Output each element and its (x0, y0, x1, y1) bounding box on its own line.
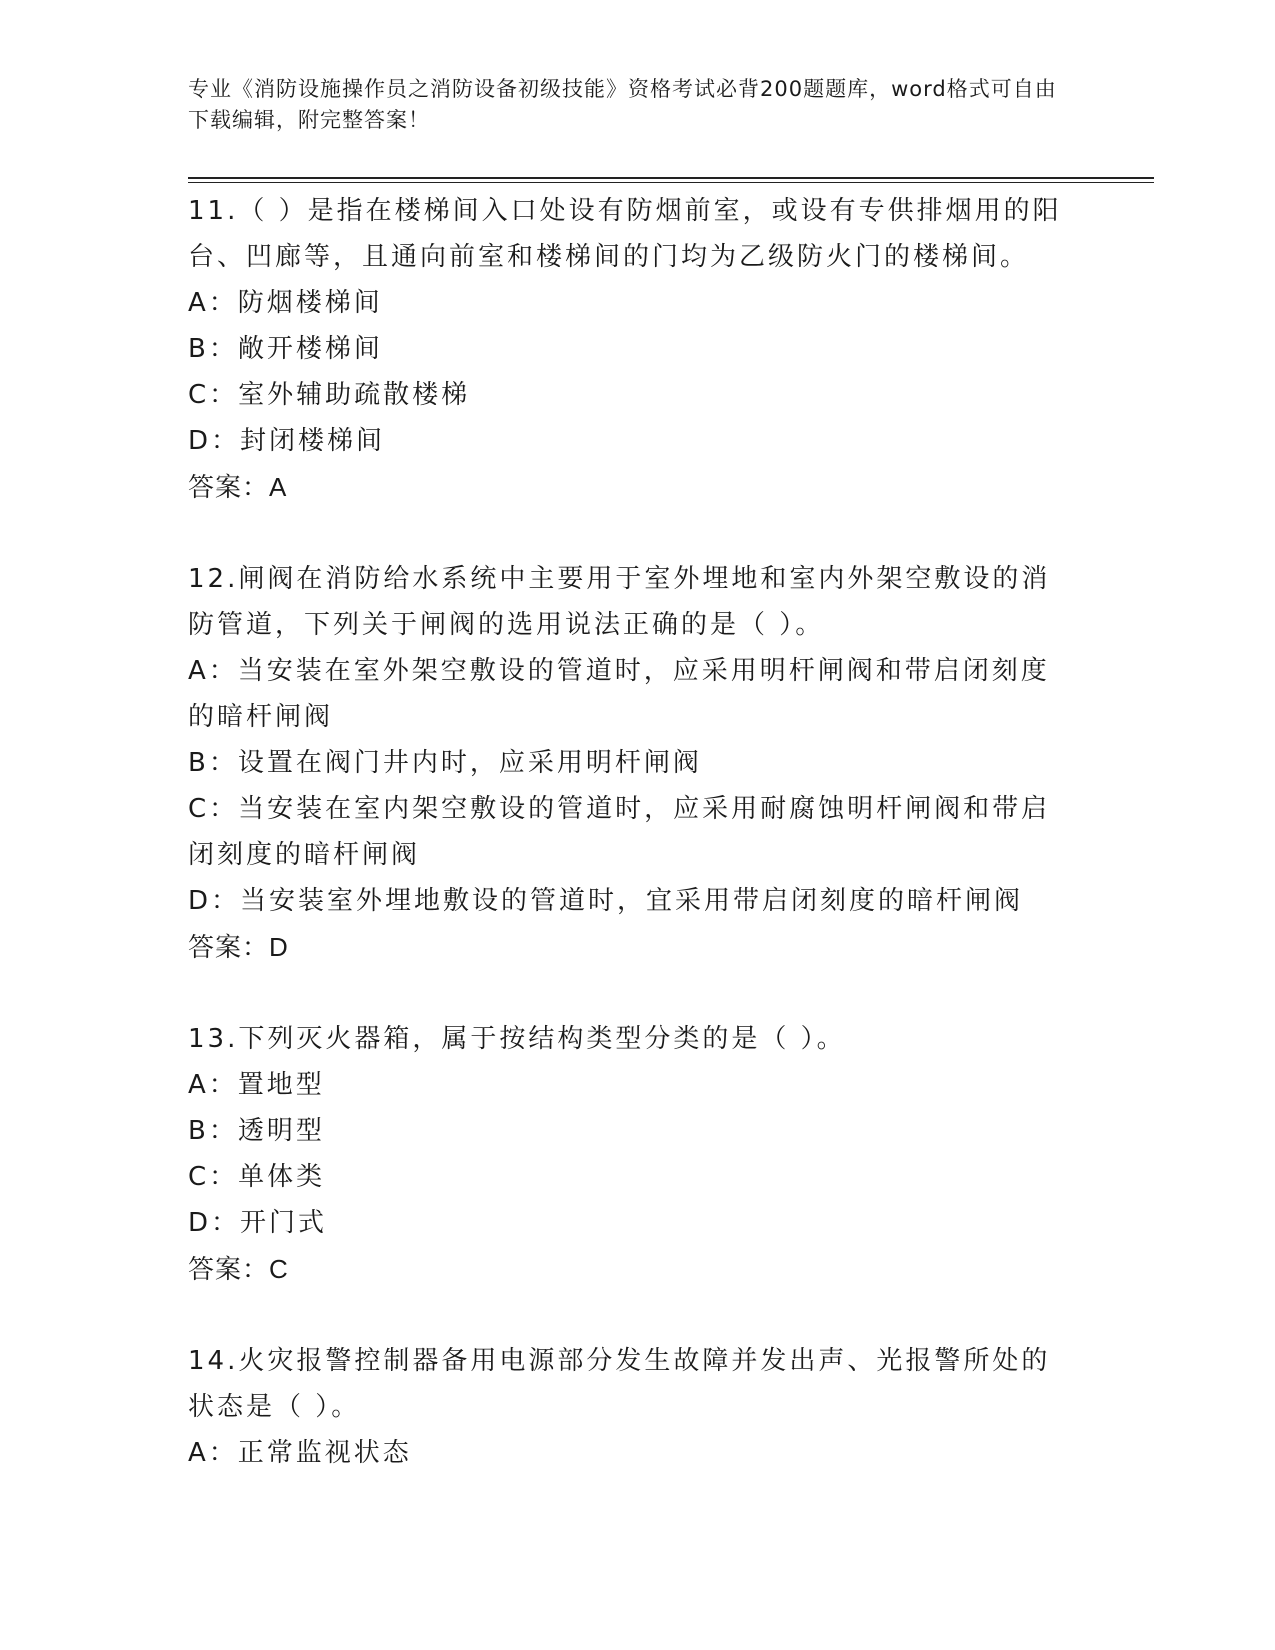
document-header: 专业《消防设施操作员之消防设备初级技能》资格考试必背200题题库，word格式可自由下载编辑，附完整答案！ (188, 77, 1057, 132)
question-spacer (188, 510, 1068, 556)
option-b: B：设置在阀门井内时，应采用明杆闸阀 (188, 748, 702, 778)
question-text: 13.下列灭火器箱，属于按结构类型分类的是（ ）。 (188, 1024, 846, 1054)
question-11 (188, 188, 1068, 510)
question-spacer (188, 1292, 1068, 1338)
option-b: B：敞开楼梯间 (188, 334, 383, 364)
answer-line: 答案：A (188, 472, 288, 502)
option-a: A：正常监视状态 (188, 1438, 412, 1468)
option-a: A：置地型 (188, 1070, 325, 1100)
question-13 (188, 1016, 1068, 1292)
option-a: A：防烟楼梯间 (188, 288, 383, 318)
option-c: C：单体类 (188, 1162, 326, 1192)
question-12 (188, 556, 1068, 970)
option-b: B：透明型 (188, 1116, 325, 1146)
question-text: 14.火灾报警控制器备用电源部分发生故障并发出声、光报警所处的状态是（ ）。 (188, 1346, 1051, 1422)
question-spacer (188, 970, 1068, 1016)
answer-line: 答案：D (188, 932, 289, 962)
option-c: C：室外辅助疏散楼梯 (188, 380, 471, 410)
question-text: 12.闸阀在消防给水系统中主要用于室外埋地和室内外架空敷设的消防管道，下列关于闸阀的选用说法正确的是（ ）。 (188, 564, 1051, 640)
option-a: A：当安装在室外架空敷设的管道时，应采用明杆闸阀和带启闭刻度的暗杆闸阀 (188, 656, 1050, 732)
question-14 (188, 1338, 1068, 1476)
question-text: 11.（ ）是指在楼梯间入口处设有防烟前室，或设有专供排烟用的阳台、凹廊等，且通向前室和楼梯间的门均为乙级防火门的楼梯间。 (188, 196, 1062, 272)
option-d: D：当安装室外埋地敷设的管道时，宜采用带启闭刻度的暗杆闸阀 (188, 886, 1024, 916)
header-divider-thin (188, 182, 1154, 183)
option-d: D：开门式 (188, 1208, 328, 1238)
question-list (188, 188, 1068, 1476)
answer-line: 答案：C (188, 1254, 289, 1284)
option-d: D：封闭楼梯间 (188, 426, 386, 456)
header-divider-thick (188, 177, 1154, 179)
option-c: C：当安装在室内架空敷设的管道时，应采用耐腐蚀明杆闸阀和带启闭刻度的暗杆闸阀 (188, 794, 1051, 870)
